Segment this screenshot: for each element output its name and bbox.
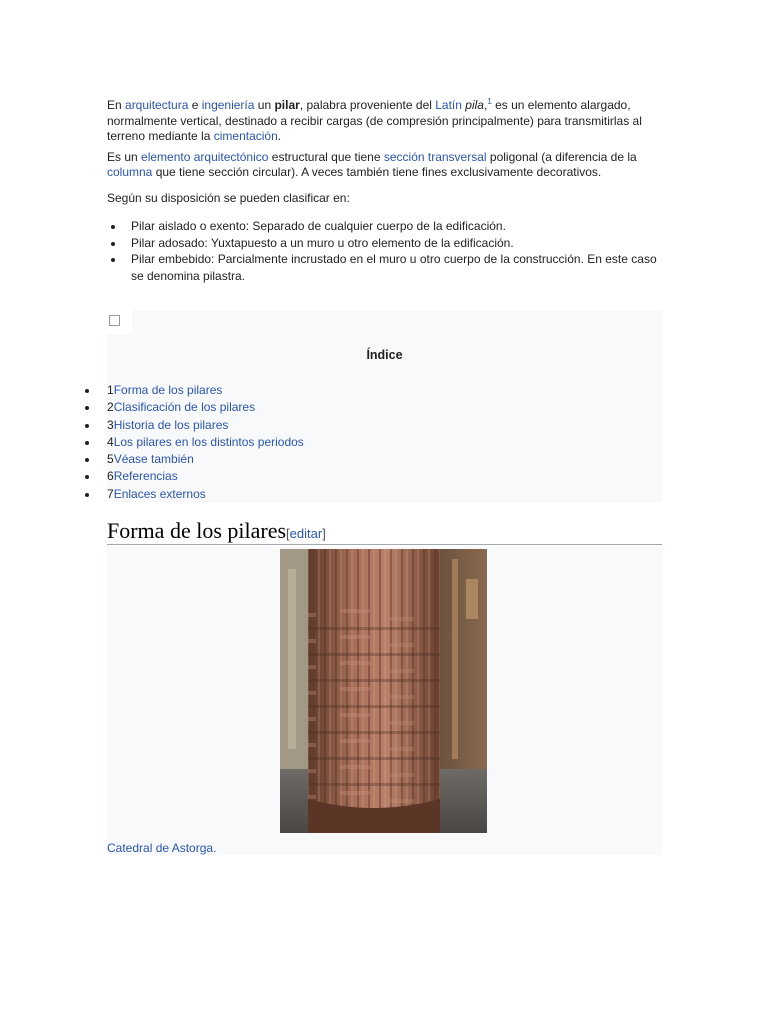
toc-link[interactable]: Referencias	[113, 469, 178, 484]
text: es un elemento alargado, normalmente vertical, destinado a recibir cargas (de compresión principalmente) para transmitirlas al terreno mediante la	[107, 98, 642, 143]
text: poligonal (a diferencia de la	[486, 149, 637, 164]
caption-link[interactable]: Catedral de Astorga.	[107, 841, 217, 855]
checkbox-icon	[109, 315, 120, 326]
toc-item	[82, 382, 304, 399]
toc-number: 3	[107, 417, 114, 432]
term-pilar: pilar	[274, 98, 300, 112]
text: Es un	[107, 149, 142, 164]
text: , palabra proveniente del	[299, 98, 436, 112]
toc-link[interactable]: Clasificación de los pilares	[113, 400, 256, 415]
bracket: [	[286, 526, 290, 541]
intro-paragraph-3: Según su disposición se pueden clasificar en:	[107, 190, 350, 205]
article-body	[107, 98, 663, 284]
toc-number: 1	[107, 383, 114, 397]
figure-caption	[107, 841, 216, 855]
link-elemento-arquitectonico[interactable]: elemento arquitectónico	[141, 149, 269, 164]
text: estructural que tiene	[268, 149, 384, 164]
toc-item	[82, 486, 304, 503]
text: .	[277, 129, 282, 143]
toc-item	[82, 399, 304, 416]
edit-link[interactable]: editar	[289, 526, 323, 541]
text: ,	[483, 98, 488, 112]
link-ingenieria[interactable]: ingeniería	[201, 98, 255, 112]
intro-paragraph-2	[107, 150, 663, 181]
link-columna[interactable]: columna	[107, 165, 153, 179]
toc-item	[82, 417, 304, 434]
list-item: Pilar adosado: Yuxtapuesto a un muro u otro elemento de la edificación.	[131, 235, 663, 252]
toc-link[interactable]: Véase también	[113, 452, 194, 467]
section-heading	[107, 518, 662, 545]
toc-item	[82, 451, 304, 468]
link-cimentacion[interactable]: cimentación	[213, 129, 278, 143]
text: un	[254, 98, 275, 112]
toc-toggle[interactable]	[107, 310, 132, 334]
toc-item	[82, 468, 304, 485]
toc-list	[82, 382, 304, 503]
text: En	[107, 98, 126, 112]
toc-number: 2	[107, 400, 114, 415]
toc-item	[82, 434, 304, 451]
edit-section	[286, 526, 326, 541]
link-latin[interactable]: Latín	[435, 98, 462, 112]
toc-link[interactable]: Forma de los pilares	[113, 383, 223, 397]
pillar-types-list	[107, 218, 663, 284]
intro-paragraph-1	[107, 98, 663, 145]
link-arquitectura[interactable]: arquitectura	[125, 98, 189, 112]
text: que tiene sección circular). A veces también tiene fines exclusivamente decorativos.	[152, 165, 602, 179]
toc-link[interactable]: Historia de los pilares	[113, 417, 229, 432]
toc-title: Índice	[366, 348, 403, 362]
figure	[107, 547, 662, 855]
link-seccion-transversal[interactable]: sección transversal	[383, 149, 487, 164]
text: e	[188, 98, 202, 112]
list-item: Pilar aislado o exento: Separado de cualquier cuerpo de la edificación.	[131, 218, 663, 235]
term-pila: pila	[465, 98, 484, 112]
toc-link[interactable]: Enlaces externos	[113, 486, 206, 501]
section-title: Forma de los pilares	[107, 518, 287, 543]
list-item: Pilar embebido: Parcialmente incrustado en el muro u otro cuerpo de la construcción. En este caso se denomina pilastra.	[131, 251, 663, 284]
toc-number: 4	[107, 434, 114, 449]
reference-1[interactable]: 1	[487, 97, 492, 106]
cathedral-pillar-photo[interactable]	[280, 549, 487, 833]
bracket: ]	[322, 526, 326, 541]
toc-link[interactable]: Los pilares en los distintos periodos	[113, 434, 304, 449]
toc-number: 5	[107, 452, 114, 467]
toc-number: 7	[107, 486, 114, 501]
toc-number: 6	[107, 469, 114, 484]
